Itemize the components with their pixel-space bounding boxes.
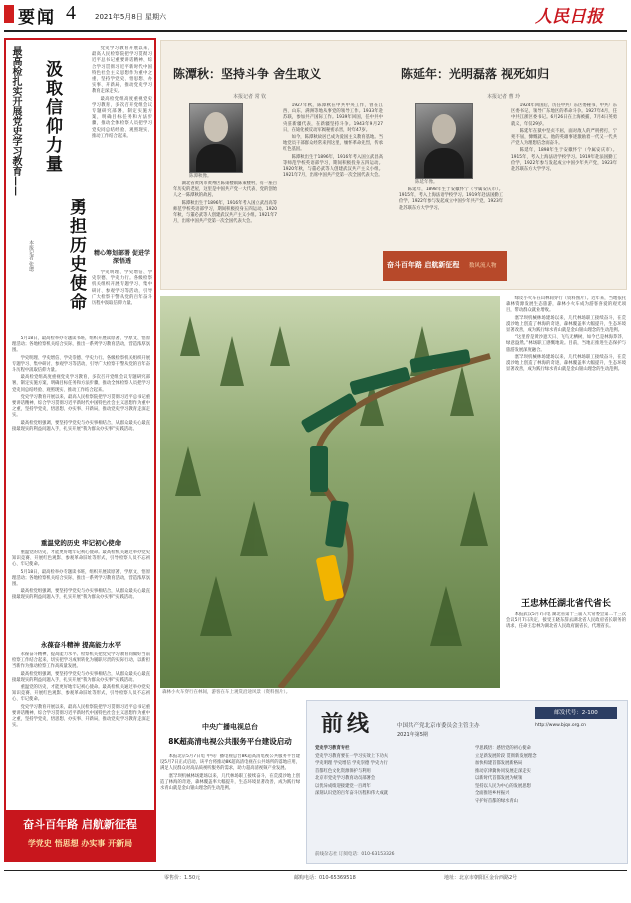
photo-caption-train: 森林小火车穿行在林间，游客在车上观赏沿途风景（资料图片）。	[162, 690, 291, 695]
banner-slogan: 学党史 悟思想 办实事 开新局	[27, 839, 133, 848]
paragraph: 塞罕坝机械林场建场以来，几代林场职工接续奋斗，在荒漠沙地上创造了林海的奇迹，森林覆盖率大幅提升，生态环境显著改善，成为践行绿水青山就是金山银山理念的生动范例。	[160, 773, 300, 792]
paragraph: 最高检党组高度重视党史学习教育，多次召开党组会议专题研究部署，制定实施方案，明确目标任务和方法步骤，推动全体检察人员把学习党史同总结经验、观照现实、推动工作结合起来。	[92, 96, 152, 139]
news-brief-title: 王忠林任湖北省代省长	[520, 599, 611, 609]
toc-item: 坚持以人民为中心的发展思想	[475, 783, 531, 789]
toc-item: 推动京津冀协同发展走深走实	[475, 768, 531, 774]
paragraph: 党史学习教育开展以来，最高人民检察院把学习贯彻习近平总书记重要讲话精神、综合学习贯彻习近平新时代中国特色社会主义思想作为重中之重，坚持学党史、悟思想、办实事、开新局，推动党史学习教育走深走实。	[92, 46, 152, 95]
martyr-title-right: 陈延年：光明磊落 视死如归	[401, 67, 550, 81]
toc-item: 深刻认识党的百年奋斗历程和伟大成就	[315, 791, 389, 796]
section-logo-icon	[4, 5, 14, 23]
banner-title: 奋斗百年路 启航新征程	[23, 818, 137, 831]
price: 零售价：1.50元	[164, 875, 201, 881]
toc-item: 加快构建首都发展新格局	[475, 761, 523, 766]
toc-item: 全面推进乡村振兴	[475, 791, 510, 796]
byline: 本报记者 张璁	[28, 240, 34, 272]
paragraph: 最高检党组强调，要坚持学党史与办实事相结合，从群众最关心最直接最现实的利益问题入手，扎实开展“我为群众办实事”实践活动。	[12, 420, 150, 432]
toc-item: 北京市党史学习教育动员部署会	[315, 776, 376, 781]
cctv-title: 中央广播电视总台	[202, 723, 258, 731]
paragraph: 党史学习教育开展以来，最高人民检察院把学习贯彻习近平总书记重要讲话精神、综合学习贯彻习近平新时代中国特色社会主义思想作为重中之重，坚持学党史、悟思想、办实事、开新局，推动党史学习教育走深走实。	[12, 704, 150, 729]
series-label: 最高检扎实开展党史学习教育——	[10, 46, 21, 196]
paragraph: 最高检党组强调，要坚持学党史与办实事相结合，从群众最关心最直接最现实的利益问题入手，扎实开展“我为群众办实事”实践活动。	[12, 589, 150, 601]
reporter-right: 本报记者 曹 玲	[487, 94, 521, 100]
martyrs-banner-main: 奋斗百年路 启航新征程	[387, 261, 460, 269]
paragraph: 党史学习教育开展以来，最高人民检察院把学习贯彻习近平总书记重要讲话精神、综合学习贯彻习近平新时代中国特色社会主义思想作为重中之重，坚持学党史、悟思想、办实事、开新局，推动党史学习教育走深走实。	[12, 394, 150, 419]
portrait-chen-tanqiu	[189, 103, 243, 173]
toc-item: 党史学习教育要在一学习实效上下功夫	[315, 753, 389, 759]
paragraph: 学史明理、学史增信、学史崇德、学史力行。各级检察机关组织开展专题学习、集中研讨、参观学习等活动，引导广大检察干警从党的百年奋斗历程中汲取信仰力量。	[92, 270, 152, 307]
paragraph: 最高检党组高度重视党史学习教育，多次召开党组会议专题研究部署，制定实施方案，明确目标任务和方法步骤，推动全体检察人员把学习党史同总结经验、观照现实、推动工作结合起来。	[12, 375, 150, 393]
portrait-chen-yannian	[415, 103, 473, 179]
paragraph: “这里曾是黄沙遮天日、飞鸟无栖树，如今已是林海莽莽、绿意盎然。”林场职工感慨地说。目前，当地正推进生态保护与旅游发展深度融合。	[506, 335, 626, 353]
cctv-subtitle: 8K超高清电视公共服务平台建设启动	[168, 737, 292, 746]
paragraph: 陈延年，1898年生于安徽怀宁（今属安庆市）。1915年，考入上海法语学校学习。1919年赴法国勤工俭学，1922年参与发起成立中国少年共产党，1923年赴苏联东方大学学习。	[399, 187, 503, 211]
magazine-website: http://www.bjqx.org.cn	[535, 723, 587, 728]
photo-caption-right: 陈延年像。	[415, 180, 438, 185]
toc-item: 学思践悟：感悟党的初心使命	[475, 746, 531, 751]
campaign-banner	[6, 810, 154, 860]
page-footer	[4, 870, 627, 885]
paragraph: 塞罕坝机械林场建场以来，几代林场职工接续奋斗，在荒漠沙地上创造了林海的奇迹，森林覆盖率大幅提升，生态环境显著改善，成为践行绿水青山就是金山银山理念的生动范例。	[506, 354, 626, 373]
magazine-issue: 2021年第5期	[397, 732, 428, 738]
photo-caption-left: 陈潭秋像。	[189, 174, 212, 179]
qianxian-ad	[306, 700, 628, 864]
masthead	[0, 0, 631, 30]
paragraph: 重温党的历史，才能更好地牢记初心使命。最高检机关通过举办党史知识竞赛、开展红色观影、参观革命旧址等形式，引导检察人员不忘初心、牢记使命。	[12, 550, 150, 568]
toc-item: 立足新发展阶段 贯彻新发展理念	[475, 753, 537, 759]
subhead-1: 精心筹划部署 促进学深悟透	[93, 250, 151, 265]
magazine-footer: 前线杂志社 订阅电话：010-63153326	[315, 852, 395, 857]
paragraph: 陈潭秋出生于1896年，1916年考入国立武昌高等师范学校英语部学习，期间积极投身五四运动。1920年秋，与董必武等人创建武汉共产主义小组。1921年7月，出席中国共产党第一次全国代表大会。	[283, 154, 383, 179]
paragraph: 绿皮小火车在山林间穿行（资料图片）。近年来，当地依托森林资源发展生态旅游，森林小火车成为游客喜爱的观光项目，带动群众就业增收。	[506, 296, 626, 314]
toc-item: 以优异成绩迎接建党一百周年	[315, 783, 371, 789]
forest-scene	[160, 296, 500, 688]
toc-left	[315, 745, 465, 798]
paragraph: 陈延年，1898年生于安徽怀宁（今属安庆市）。1915年，考入上海法语学校学习。1919年赴法国勤工俭学，1922年参与发起成立中国少年共产党，1923年赴苏联东方大学学习。	[511, 148, 617, 173]
toc-right	[475, 745, 623, 805]
paragraph: 陈延年在狱中坚贞不屈，面对敌人的严刑拷打，宁死不屈，慷慨就义。他的英雄事迹激励着一代又一代共产党人为理想信念而奋斗。	[511, 128, 617, 147]
toc-item: 以新时代首都发展为统领	[475, 776, 523, 781]
magazine-name: 前线	[321, 711, 374, 736]
body-text	[12, 652, 150, 802]
reporter-left: 本报记者 常 钦	[233, 94, 267, 100]
portrait-face-icon	[432, 114, 456, 144]
paragraph: 塞罕坝机械林场建场以来，几代林场职工接续奋斗，在荒漠沙地上创造了林海的奇迹，森林覆盖率大幅提升，生态环境显著改善，成为践行绿水青山就是金山银山理念的生动范例。	[506, 315, 626, 334]
martyr-text-center	[283, 103, 383, 281]
publish-date: 2021年5月8日 星期六	[95, 13, 166, 21]
mail-phone: 邮购电话：010-65369518	[294, 875, 356, 881]
paragraph: 1927年秋，陈潭秋在中共中央工作，曾在江西、山东、满洲等地从事党的领导工作。1933年赴苏联，参加共产国际工作。1939年回国，任中共中央驻新疆代表，在新疆坚持斗争。1943年9月27日，在迪化被反动军阀秘密杀害，时年47岁。	[283, 103, 383, 133]
martyrs-banner	[383, 251, 507, 281]
body-text	[92, 270, 152, 330]
martyr-text-left	[173, 181, 277, 281]
paragraph: 重温党的历史，才能更好地牢记初心使命。最高检机关通过举办党史知识竞赛、开展红色观影、参观革命旧址等形式，引导检察人员不忘初心、牢记使命。	[12, 685, 150, 703]
cctv-body	[160, 754, 300, 860]
paragraph: 学史明理、学史增信、学史崇德、学史力行。各级检察机关组织开展专题学习、集中研讨、参观学习等活动，引导广大检察干警从党的百年奋斗历程中汲取信仰力量。	[12, 355, 150, 374]
subhead-3: 永葆奋斗精神 提高能力水平	[40, 641, 122, 649]
magazine-publisher: 中国共产党北京市委员会主管主办	[397, 723, 480, 729]
paragraph: 5月18日，最高检举办专题读书班，组织开展读原著、学原文、悟原理活动；各地检察机关结合实际，推出一系列学习教育活动，营造浓厚氛围。	[12, 569, 150, 588]
martyr-text-right-a	[399, 187, 503, 247]
body-text	[12, 336, 150, 532]
section-title: 要闻	[18, 8, 56, 28]
portrait-body-icon	[196, 144, 236, 172]
page-number: 4	[66, 2, 76, 24]
paragraph: 1924年回国后，历任中共广东区委秘书、中共广东区委书记，领导广东地区的革命斗争。1927年4月，任中共江浙区委书记。6月26日在上海被捕，7月4日英勇就义，年仅29岁。	[511, 103, 617, 127]
martyr-title-left: 陈潭秋：坚持斗争 舍生取义	[173, 67, 322, 81]
paragraph: 永葆奋斗精神，提高能力水平。检察机关把党史学习教育同做好当前检察工作结合起来，切实把学习成果转化为履职尽责的实际行动，以新担当新作为推动检察工作高质量发展。	[12, 652, 150, 670]
masthead-divider	[4, 30, 627, 32]
martyrs-banner-sub: 数风流人物	[469, 263, 497, 269]
toc-item: 党史学习教育专栏	[315, 746, 350, 751]
paragraph: 本报北京5月7日电 中央广播电视总台8K超高清电视公共服务平台建设5月7日正式启动。该平台将推动8K超高清电视在公共场所的落地应用，满足人民群众对高品质视听服务的需求，助力超高清视频产业发展。	[160, 754, 300, 772]
address: 地址：北京市朝阳区金台西路2号	[444, 875, 518, 881]
train-cars	[300, 349, 470, 602]
headline-2: 勇担历史使命	[66, 198, 86, 312]
forest-train-photo	[160, 296, 500, 688]
martyrs-section	[160, 40, 627, 290]
portrait-face-icon	[204, 112, 228, 142]
paper-name: 人民日报	[535, 7, 603, 26]
lead-paragraph	[92, 46, 152, 246]
toc-item: 守护好首都的绿水青山	[475, 798, 518, 804]
portrait-body-icon	[424, 148, 464, 178]
left-feature-box	[4, 38, 156, 862]
paragraph: 本报武汉5月7日电 湖北省第十三届人大常委会第二十三次会议5月7日决定，接受王晓东辞去湖北省人民政府省长职务的请求，任命王忠林为湖北省人民政府副省长、代理省长。	[506, 612, 626, 630]
subhead-2: 重温党的历史 牢记初心使命	[40, 539, 122, 547]
toc-item: 首都红色文化资源保护与利用	[315, 768, 371, 774]
body-text	[12, 550, 150, 634]
toc-item: 学史明理 学史增信 学史崇德 学史力行	[315, 761, 388, 766]
news-brief-text	[506, 612, 626, 682]
paragraph: 最高检党组强调，要坚持学党史与办实事相结合，从群众最关心最直接最现实的利益问题入手，扎实开展“我为群众办实事”实践活动。	[12, 671, 150, 683]
right-text-column	[506, 296, 626, 546]
paragraph: 湖北省黄冈市黄州区陈策楼镇陈策楼村，有一座百年历史的老屋，这里是中国共产党一大代表、党的创始人之一陈潭秋的故居。	[173, 181, 277, 199]
issue-code-badge: 邮发代号：2-100	[535, 707, 617, 719]
headline-1: 汲取信仰力量	[42, 60, 62, 174]
paragraph: 如今，陈潭秋故居已成为爱国主义教育基地。当地党员干部群众经常来到这里，缅怀革命先烈，传承红色基因。	[283, 135, 383, 153]
martyr-text-right-b	[511, 103, 617, 281]
paragraph: 5月18日，最高检举办专题读书班，组织开展读原著、学原文、悟原理活动；各地检察机关结合实际，推出一系列学习教育活动，营造浓厚氛围。	[12, 336, 150, 354]
paragraph: 陈潭秋出生于1896年，1916年考入国立武昌高等师范学校英语部学习，期间积极投身五四运动。1920年秋，与董必武等人创建武汉共产主义小组。1921年7月，出席中国共产党第一次全国代表大会。	[173, 200, 277, 225]
